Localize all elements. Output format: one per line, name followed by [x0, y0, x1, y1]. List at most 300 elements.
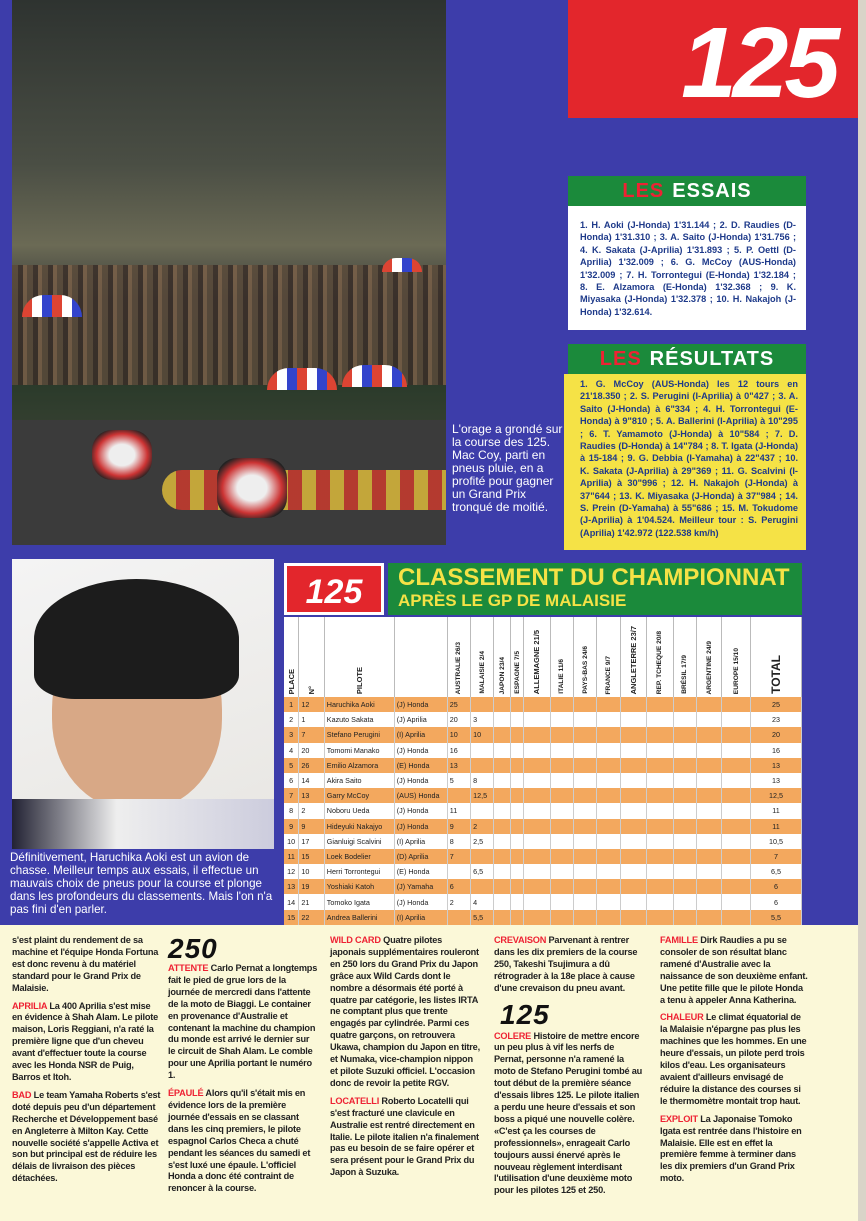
table-cell: [494, 894, 511, 909]
table-cell: 5,5: [471, 910, 494, 925]
table-cell: (E) Honda: [394, 864, 447, 879]
table-row: [284, 894, 802, 909]
table-cell: 10: [471, 727, 494, 742]
table-cell: 2,5: [471, 834, 494, 849]
table-cell: [524, 834, 551, 849]
table-cell: 12,5: [750, 788, 801, 803]
column-header: ITALIE 11/6: [550, 617, 573, 697]
table-row: [284, 803, 802, 818]
table-cell: [673, 743, 696, 758]
table-cell: 20: [447, 712, 470, 727]
table-cell: [597, 697, 620, 712]
table-cell: [494, 879, 511, 894]
table-cell: [620, 819, 647, 834]
table-cell: [696, 727, 721, 742]
news-text: Le climat équatorial de la Malaisie n'épargne pas plus les machines que les hommes. En une heure d'essais, un pilote perd trois kilos d'eau. Les organisateurs avaient d'ailleurs envisagé de réduire la distance des courses si le thermomètre montait trop haut.: [660, 1012, 807, 1106]
table-cell: 9: [284, 819, 299, 834]
table-cell: [524, 803, 551, 818]
table-cell: [722, 803, 751, 818]
table-cell: [722, 879, 751, 894]
table-cell: [620, 697, 647, 712]
news-paragraph: [12, 935, 162, 995]
table-cell: 25: [447, 697, 470, 712]
table-cell: [511, 864, 524, 879]
table-cell: [550, 727, 573, 742]
page-edge: [858, 0, 866, 1221]
table-cell: 8: [471, 773, 494, 788]
column-header: ANGLETERRE 23/7: [620, 617, 647, 697]
race-caption: L'orage a grondé sur la course des 125. Mac Coy, parti en pneus pluie, en a profité pour gagner un Grand Prix tronqué de moitié.: [452, 422, 563, 514]
table-cell: [550, 879, 573, 894]
table-cell: Stefano Perugini: [324, 727, 394, 742]
umbrella-graphic: [382, 258, 422, 272]
news-keyword: LOCATELLI: [330, 1095, 380, 1106]
table-cell: Noboru Ueda: [324, 803, 394, 818]
news-keyword: BAD: [12, 1089, 32, 1100]
column-header: ARGENTINE 24/9: [696, 617, 721, 697]
table-cell: [550, 834, 573, 849]
category-number: 125: [681, 7, 836, 119]
table-cell: [620, 803, 647, 818]
table-cell: [696, 803, 721, 818]
table-cell: [696, 879, 721, 894]
news-keyword: EXPLOIT: [660, 1113, 698, 1124]
hair-graphic: [34, 579, 239, 699]
table-cell: [597, 773, 620, 788]
news-text: Roberto Locatelli qui s'est fracturé une clavicule en Australie est rentré directement en Italie. Le pilote italien n'a finalement pas eu besoin de se faire opérer et sera présent pour le Grand Prix du Japon à Suzuka.: [330, 1095, 479, 1178]
news-text: Parvenant à rentrer dans les dix premiers de la course 250, Takeshi Tsujimura a dû rétrograder à la 18e place à cause d'une crevaison du pneu avant.: [494, 935, 638, 993]
table-cell: Akira Saito: [324, 773, 394, 788]
table-cell: [597, 788, 620, 803]
table-cell: 6,5: [750, 864, 801, 879]
table-cell: [673, 819, 696, 834]
table-cell: [511, 758, 524, 773]
table-cell: 11: [750, 819, 801, 834]
table-cell: [597, 910, 620, 925]
table-cell: [550, 788, 573, 803]
table-cell: [524, 758, 551, 773]
table-row: [284, 834, 802, 849]
table-cell: [573, 864, 596, 879]
table-cell: 8: [284, 803, 299, 818]
table-cell: [573, 910, 596, 925]
table-cell: 2: [299, 803, 324, 818]
table-cell: [524, 712, 551, 727]
table-cell: [524, 773, 551, 788]
table-cell: [620, 758, 647, 773]
table-cell: (J) Honda: [394, 819, 447, 834]
table-cell: 6,5: [471, 864, 494, 879]
table-cell: [573, 819, 596, 834]
table-cell: [647, 849, 674, 864]
table-cell: [673, 894, 696, 909]
table-cell: 9: [447, 819, 470, 834]
table-cell: [620, 773, 647, 788]
table-cell: [550, 758, 573, 773]
table-cell: [620, 727, 647, 742]
table-cell: 7: [284, 788, 299, 803]
table-cell: [573, 743, 596, 758]
table-cell: [620, 864, 647, 879]
championship-table-body: [284, 697, 802, 925]
resultats-text: 1. G. McCoy (AUS-Honda) les 12 tours en 21'18.350 ; 2. S. Perugini (I-Aprilia) à 0"427 ; 3. A. Saito (J-Honda) à 6"334 ; 4. H. Torrontegui (E-Honda) à 9"810 ; 5. A. Ballerini (I-Aprilia) à 10"295 ; 6. T. Yamamoto (J-Honda) à 10"584 ; 7. D. Raudies (D-Honda) à 14"784 ; 8. T. Igata (J-Honda) à 15-184 ; 9. G. Debbia (I-Yamaha) à 22"437 ; 10. K. Sakata (J-Aprilia) à 29"369 ; 11. G. Scalvini (I-Aprilia) à 30"996 ; 12. H. Nakajoh (J-Honda) à 37"644 ; 13. K. Miyasaka (J-Honda) à 37"984 ; 14. S. Prein (D-Yamaha) à 55"686 ; 15. M. Tokudome (J-Aprilia) à 1'04.524. Meilleur tour : S. Perugini (Aprilia) 1'42.972 (122.538 km/h): [564, 374, 806, 550]
news-keyword: FAMILLE: [660, 935, 698, 945]
kerb-graphic: [162, 470, 446, 510]
table-cell: 23: [750, 712, 801, 727]
table-cell: 6: [284, 773, 299, 788]
table-cell: 8: [447, 834, 470, 849]
table-cell: Emilio Alzamora: [324, 758, 394, 773]
news-keyword: APRILIA: [12, 1000, 48, 1011]
table-cell: [647, 727, 674, 742]
table-cell: [696, 743, 721, 758]
table-cell: 13: [750, 773, 801, 788]
table-cell: [647, 788, 674, 803]
table-cell: [597, 727, 620, 742]
table-cell: [647, 803, 674, 818]
table-cell: [647, 834, 674, 849]
news-column: [168, 935, 318, 1201]
column-header: TOTAL: [750, 617, 801, 697]
table-cell: [722, 819, 751, 834]
championship-title: CLASSEMENT DU CHAMPIONNAT: [398, 564, 790, 591]
table-cell: [647, 712, 674, 727]
championship-subtitle: APRÈS LE GP DE MALAISIE: [398, 591, 627, 610]
table-cell: [524, 864, 551, 879]
news-paragraph: [12, 1090, 162, 1185]
resultats-title: RÉSULTATS: [649, 348, 775, 370]
news-keyword: CREVAISON: [494, 935, 547, 945]
table-cell: [673, 727, 696, 742]
table-cell: [524, 788, 551, 803]
table-cell: 19: [299, 879, 324, 894]
table-cell: 10,5: [750, 834, 801, 849]
column-header: MALAISIE 2/4: [471, 617, 494, 697]
essais-les: LES: [622, 180, 665, 202]
table-cell: [550, 697, 573, 712]
news-keyword: ÉPAULÉ: [168, 1088, 204, 1099]
column-header: [394, 617, 447, 697]
table-cell: Herri Torrontegui: [324, 864, 394, 879]
news-text: Quatre pilotes japonais supplémentaires rouleront en 250 lors du Grand Prix du Japon grâce aux Wild Cards dont le nombre a désormais été porté à quatre par catégorie, les listes IRTA ne comptant plus que trente engagés par cylindrée. Parmi ces quatre garçons, on retrouvera Ukawa, champion du Japon en titre, et Numaka, vice-champion nippon et pilote Suzuki officiel. L'occasion donc de revoir la petite RGV.: [330, 935, 480, 1088]
section-heading-125: 125: [500, 998, 550, 1030]
table-cell: [524, 849, 551, 864]
table-cell: 20: [750, 727, 801, 742]
table-cell: [597, 803, 620, 818]
table-cell: [550, 849, 573, 864]
table-cell: Haruchika Aoki: [324, 697, 394, 712]
column-header: PILOTE: [324, 617, 394, 697]
table-cell: 13: [299, 788, 324, 803]
table-cell: 9: [299, 819, 324, 834]
table-cell: [696, 819, 721, 834]
table-row: [284, 712, 802, 727]
umbrella-graphic: [342, 365, 407, 387]
race-photo: [12, 0, 446, 545]
table-cell: [647, 697, 674, 712]
table-cell: [647, 743, 674, 758]
table-cell: [471, 879, 494, 894]
table-cell: [673, 712, 696, 727]
table-cell: 14: [299, 773, 324, 788]
table-cell: [494, 743, 511, 758]
table-cell: 22: [299, 910, 324, 925]
table-cell: [573, 773, 596, 788]
column-header: BRÉSIL 17/9: [673, 617, 696, 697]
essais-text: 1. H. Aoki (J-Honda) 1'31.144 ; 2. D. Raudies (D-Honda) 1'31.310 ; 3. A. Saito (J-Honda) 1'31.756 ; 4. K. Sakata (J-Aprilia) 1'31.893 ; 5. P. Oettl (D-Aprilia) 1'32.009 ; 6. G. McCoy (AUS-Honda) 1'32.009 ; 7. H. Torrontegui (E-Honda) 1'32.184 ; 8. E. Alzamora (E-Honda) 1'32.368 ; 9. K. Miyasaka (J-Honda) 1'32.378 ; 10. H. Nakajoh (J-Honda) 1'32.614.: [568, 206, 806, 330]
table-cell: [597, 758, 620, 773]
news-text: Carlo Pernat a longtemps fait le pied de grue lors de la journée de mercredi dans l'attente de la moto de Biaggi. Le container en provenance d'Australie et contenant la machine du champion du monde est arrivé le dernier sur le circuit de Shah Alam. Le comble pour une Aprilia portant le numéro 1.: [168, 963, 318, 1081]
table-cell: [597, 894, 620, 909]
essais-heading: [568, 176, 806, 206]
table-cell: (J) Aprilia: [394, 712, 447, 727]
table-cell: [597, 743, 620, 758]
table-cell: [494, 849, 511, 864]
table-row: [284, 697, 802, 712]
table-cell: (J) Honda: [394, 697, 447, 712]
table-cell: [597, 849, 620, 864]
table-cell: 12: [299, 697, 324, 712]
table-cell: [511, 879, 524, 894]
table-cell: [550, 910, 573, 925]
table-cell: (J) Honda: [394, 773, 447, 788]
suit-graphic: [12, 799, 274, 849]
table-cell: 5,5: [750, 910, 801, 925]
table-cell: 10: [447, 727, 470, 742]
news-paragraph: [494, 1031, 644, 1198]
news-paragraph: [494, 935, 644, 995]
table-cell: Garry McCoy: [324, 788, 394, 803]
table-cell: 13: [750, 758, 801, 773]
table-cell: [696, 712, 721, 727]
table-cell: [524, 819, 551, 834]
table-cell: [620, 788, 647, 803]
table-cell: [722, 712, 751, 727]
table-cell: [722, 788, 751, 803]
table-cell: [494, 864, 511, 879]
umbrella-graphic: [22, 295, 82, 317]
table-cell: 7: [750, 849, 801, 864]
table-cell: [471, 758, 494, 773]
news-text: Alors qu'il s'était mis en évidence lors de la première journée d'essais en se classant dans les cinq premiers, le pilote espagnol Carlos Checa a chuté pendant les séances du samedi et s'est luxé une épaule. L'officiel Honda a donc été contraint de renoncer à la course.: [168, 1088, 311, 1194]
table-cell: [647, 819, 674, 834]
table-cell: [494, 758, 511, 773]
column-header: AUSTRALIE 26/3: [447, 617, 470, 697]
table-cell: [511, 894, 524, 909]
table-cell: [696, 834, 721, 849]
table-cell: [573, 894, 596, 909]
table-cell: [573, 803, 596, 818]
news-paragraph: [660, 935, 810, 1006]
table-row: [284, 788, 802, 803]
championship-title-block: [388, 563, 802, 615]
resultats-les: LES: [599, 348, 642, 370]
championship-logo: 125: [284, 563, 384, 615]
table-row: [284, 743, 802, 758]
table-cell: [511, 803, 524, 818]
table-cell: [673, 773, 696, 788]
table-cell: 14: [284, 894, 299, 909]
table-cell: 2: [471, 819, 494, 834]
table-cell: [673, 879, 696, 894]
column-header: JAPON 23/4: [494, 617, 511, 697]
table-cell: 15: [284, 910, 299, 925]
table-cell: Loek Bodelier: [324, 849, 394, 864]
table-cell: 5: [284, 758, 299, 773]
table-cell: 3: [284, 727, 299, 742]
table-cell: [524, 894, 551, 909]
table-cell: [511, 819, 524, 834]
table-cell: [494, 697, 511, 712]
table-cell: [597, 819, 620, 834]
table-cell: [647, 894, 674, 909]
table-row: [284, 758, 802, 773]
table-cell: (I) Aprilia: [394, 727, 447, 742]
table-row: [284, 879, 802, 894]
table-cell: [696, 864, 721, 879]
column-header: PAYS-BAS 24/6: [573, 617, 596, 697]
table-cell: [673, 910, 696, 925]
news-paragraph: [330, 935, 480, 1090]
table-cell: [550, 803, 573, 818]
table-cell: [550, 773, 573, 788]
table-cell: 6: [750, 894, 801, 909]
table-cell: [524, 727, 551, 742]
table-cell: [494, 803, 511, 818]
table-cell: [550, 894, 573, 909]
table-cell: [696, 849, 721, 864]
table-cell: [647, 879, 674, 894]
table-row: [284, 727, 802, 742]
table-cell: [597, 712, 620, 727]
table-cell: 10: [299, 864, 324, 879]
table-cell: [511, 697, 524, 712]
table-cell: [550, 819, 573, 834]
news-paragraph: [168, 1088, 318, 1195]
table-cell: [722, 849, 751, 864]
table-cell: [620, 910, 647, 925]
table-cell: [696, 910, 721, 925]
news-keyword: COLERE: [494, 1030, 532, 1041]
table-cell: [620, 712, 647, 727]
table-cell: [647, 910, 674, 925]
column-header: EUROPE 15/10: [722, 617, 751, 697]
table-row: [284, 849, 802, 864]
table-cell: [573, 879, 596, 894]
table-cell: [511, 773, 524, 788]
table-cell: [511, 788, 524, 803]
table-cell: [494, 819, 511, 834]
column-header: REP. TCHEQUE 20/8: [647, 617, 674, 697]
table-cell: Yoshiaki Katoh: [324, 879, 394, 894]
table-cell: [511, 834, 524, 849]
table-cell: [673, 849, 696, 864]
news-paragraph: [660, 1114, 810, 1185]
table-cell: 2: [447, 894, 470, 909]
table-cell: 25: [750, 697, 801, 712]
table-cell: [447, 910, 470, 925]
column-header: ESPAGNE 7/5: [511, 617, 524, 697]
news-text: Dirk Raudies a pu se consoler de son résultat blanc ramené d'Australie avec la naissance de son deuxième enfant. Une petite fille que le pilote Honda a tenu à appeler Anna Katherina.: [660, 935, 808, 1005]
table-row: [284, 819, 802, 834]
table-cell: (E) Honda: [394, 758, 447, 773]
table-cell: 7: [447, 849, 470, 864]
table-cell: [573, 758, 596, 773]
news-text: Histoire de mettre encore un peu plus à vif les nerfs de Pernat, personne n'a ramené la moto de Stefano Perugini tombé au tout début de la première séance d'essais libres 125. Le pilote italien a perdu une heure d'essais et son boss a piqué une nouvelle colère. «C'est ça les courses de professionnels», enrageait Carlo toujours aussi énervé après le nouveau règlement interdisant l'utilisation d'une deuxième moto pour les pilotes 125 et 250.: [494, 1030, 643, 1196]
table-cell: [573, 697, 596, 712]
table-cell: 11: [750, 803, 801, 818]
table-cell: [673, 864, 696, 879]
column-header: N°: [299, 617, 324, 697]
table-cell: 15: [299, 849, 324, 864]
table-cell: 16: [447, 743, 470, 758]
news-keyword: CHALEUR: [660, 1012, 704, 1023]
table-cell: [722, 864, 751, 879]
news-text: s'est plaint du rendement de sa machine et l'équipe Honda Fortuna est donc revenu à du matériel standard pour le Grand Prix de Malaisie.: [12, 935, 159, 993]
table-cell: [550, 864, 573, 879]
table-cell: (J) Yamaha: [394, 879, 447, 894]
table-cell: [673, 758, 696, 773]
table-cell: [647, 758, 674, 773]
table-cell: [573, 834, 596, 849]
table-cell: [511, 712, 524, 727]
section-heading-250: 250: [168, 933, 218, 964]
table-cell: [550, 712, 573, 727]
table-cell: [550, 743, 573, 758]
table-cell: (D) Aprilia: [394, 849, 447, 864]
umbrella-graphic: [267, 368, 337, 390]
table-cell: [511, 727, 524, 742]
table-cell: [696, 758, 721, 773]
table-cell: [647, 773, 674, 788]
table-cell: [597, 834, 620, 849]
column-header: FRANCE 9/7: [597, 617, 620, 697]
table-cell: Gianluigi Scalvini: [324, 834, 394, 849]
table-cell: Kazuto Sakata: [324, 712, 394, 727]
news-keyword: ATTENTE: [168, 963, 209, 973]
table-cell: 3: [471, 712, 494, 727]
table-cell: [524, 879, 551, 894]
table-cell: [573, 712, 596, 727]
table-cell: [494, 834, 511, 849]
news-section: [0, 925, 858, 1221]
table-cell: 4: [471, 894, 494, 909]
table-cell: [620, 879, 647, 894]
news-paragraph: [168, 963, 318, 1082]
table-cell: [722, 697, 751, 712]
table-cell: [597, 879, 620, 894]
column-header: ALLEMAGNE 21/5: [524, 617, 551, 697]
table-cell: 21: [299, 894, 324, 909]
table-cell: [471, 803, 494, 818]
resultats-heading: [568, 344, 806, 374]
table-cell: 1: [299, 712, 324, 727]
category-banner: [568, 0, 858, 118]
table-cell: (AUS) Honda: [394, 788, 447, 803]
table-cell: Hideyuki Nakajyo: [324, 819, 394, 834]
table-cell: 4: [284, 743, 299, 758]
table-cell: 20: [299, 743, 324, 758]
table-cell: [647, 864, 674, 879]
table-cell: (I) Aprilia: [394, 910, 447, 925]
table-row: [284, 910, 802, 925]
column-header: PLACE: [284, 617, 299, 697]
news-column: [494, 935, 644, 1203]
motorbike-graphic: [217, 458, 287, 518]
table-cell: 12,5: [471, 788, 494, 803]
table-cell: [494, 712, 511, 727]
table-cell: [471, 743, 494, 758]
